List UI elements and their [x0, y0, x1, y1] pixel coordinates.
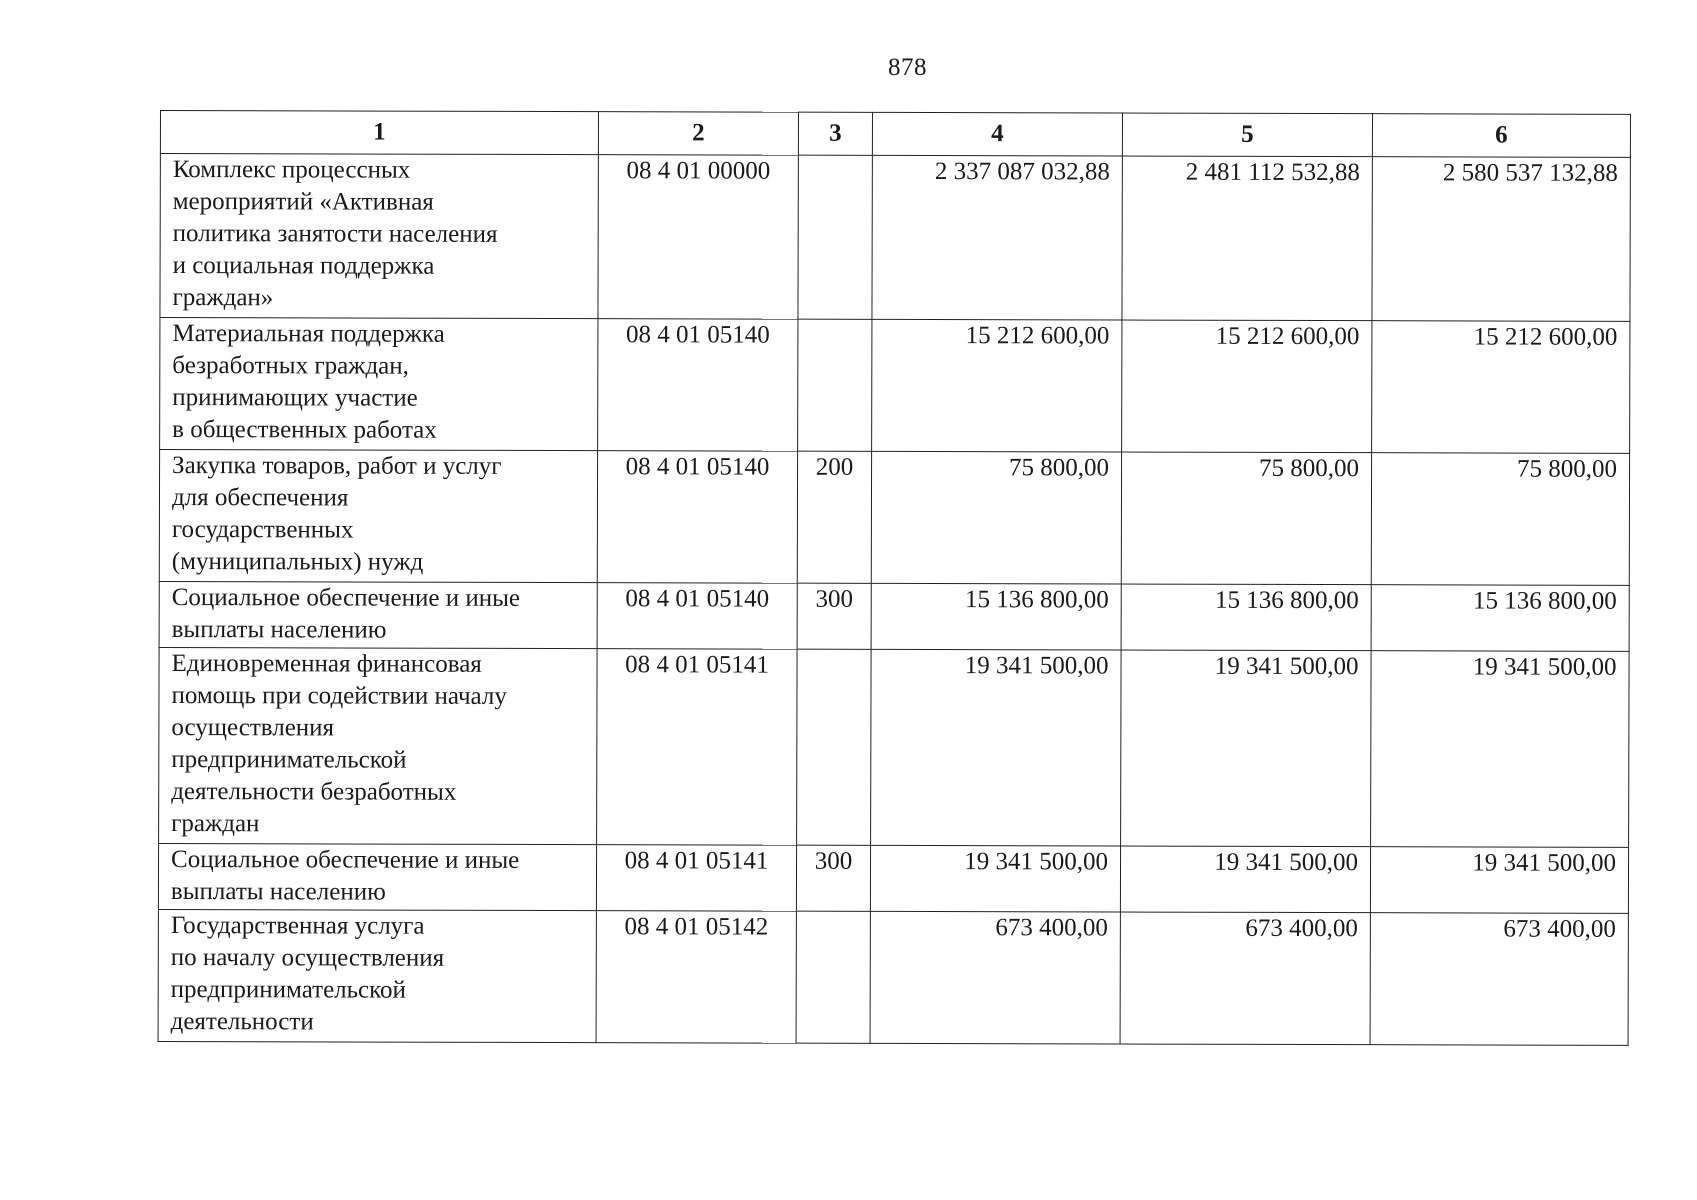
- row-expense-type: [798, 155, 872, 319]
- budget-table: [158, 110, 1631, 1046]
- table-header-row: [160, 111, 1630, 158]
- row-code: 08 4 01 05140: [597, 451, 797, 584]
- row-name: Закупка товаров, работ и услуг для обеспечения государственных (муниципальных) нужд: [159, 450, 597, 583]
- row-amount-col5: 15 212 600,00: [1122, 320, 1372, 453]
- row-amount-col4: 75 800,00: [871, 451, 1121, 584]
- row-amount-col5: 673 400,00: [1120, 912, 1370, 1045]
- column-header-3: 3: [798, 112, 872, 155]
- row-expense-type: [796, 911, 870, 1043]
- column-header-4: 4: [872, 112, 1122, 156]
- row-amount-col4: 2 337 087 032,88: [872, 155, 1122, 320]
- row-code: 08 4 01 05140: [598, 319, 798, 452]
- row-code: 08 4 01 05142: [596, 911, 796, 1044]
- row-code: 08 4 01 05141: [596, 845, 796, 912]
- row-amount-col5: 15 136 800,00: [1121, 584, 1371, 651]
- table-row: [158, 843, 1628, 913]
- row-amount-col5: 19 341 500,00: [1120, 846, 1370, 913]
- row-amount-col6: 15 212 600,00: [1372, 321, 1630, 454]
- row-expense-type: 300: [797, 583, 871, 649]
- row-amount-col6: 19 341 500,00: [1370, 847, 1628, 914]
- row-expense-type: 200: [797, 451, 871, 583]
- table-row: [160, 318, 1630, 454]
- row-name: Единовременная финансовая помощь при содействии началу осуществления предпринимательской деятельности безработных граждан: [159, 647, 598, 844]
- row-amount-col6: 75 800,00: [1371, 453, 1629, 586]
- row-amount-col5: 2 481 112 532,88: [1122, 156, 1372, 321]
- row-amount-col5: 75 800,00: [1121, 452, 1371, 585]
- row-amount-col4: 15 136 800,00: [871, 583, 1121, 650]
- row-code: 08 4 01 05141: [597, 649, 798, 846]
- row-expense-type: 300: [796, 845, 870, 911]
- column-header-2: 2: [598, 112, 798, 156]
- row-amount-col6: 2 580 537 132,88: [1372, 157, 1630, 322]
- row-amount-col4: 19 341 500,00: [871, 649, 1122, 846]
- column-header-6: 6: [1372, 114, 1630, 158]
- row-name: Социальное обеспечение и иные выплаты населению: [158, 843, 596, 910]
- row-expense-type: [798, 319, 872, 451]
- row-amount-col6: 673 400,00: [1370, 913, 1628, 1046]
- table-row: [159, 647, 1630, 847]
- row-code: 08 4 01 00000: [598, 155, 798, 320]
- row-name: Комплекс процессных мероприятий «Активная политика занятости населения и социальная поддержка граждан»: [160, 154, 598, 319]
- table-row: [159, 581, 1629, 651]
- table-row: [160, 154, 1630, 322]
- row-name: Социальное обеспечение и иные выплаты населению: [159, 581, 597, 648]
- row-amount-col5: 19 341 500,00: [1121, 650, 1372, 847]
- row-code: 08 4 01 05140: [597, 583, 797, 650]
- row-expense-type: [797, 649, 872, 845]
- table-row: [159, 450, 1629, 586]
- column-header-5: 5: [1122, 113, 1372, 157]
- row-amount-col4: 15 212 600,00: [872, 319, 1122, 452]
- row-amount-col4: 19 341 500,00: [870, 845, 1120, 912]
- table-row: [158, 909, 1628, 1045]
- row-amount-col6: 19 341 500,00: [1371, 651, 1630, 848]
- row-name: Материальная поддержка безработных граждан, принимающих участие в общественных работах: [160, 318, 598, 451]
- page-number: 878: [888, 54, 927, 81]
- column-header-1: 1: [160, 111, 598, 155]
- row-amount-col4: 673 400,00: [870, 911, 1120, 1044]
- row-name: Государственная услуга по началу осуществления предпринимательской деятельности: [158, 909, 596, 1042]
- row-amount-col6: 15 136 800,00: [1371, 585, 1629, 652]
